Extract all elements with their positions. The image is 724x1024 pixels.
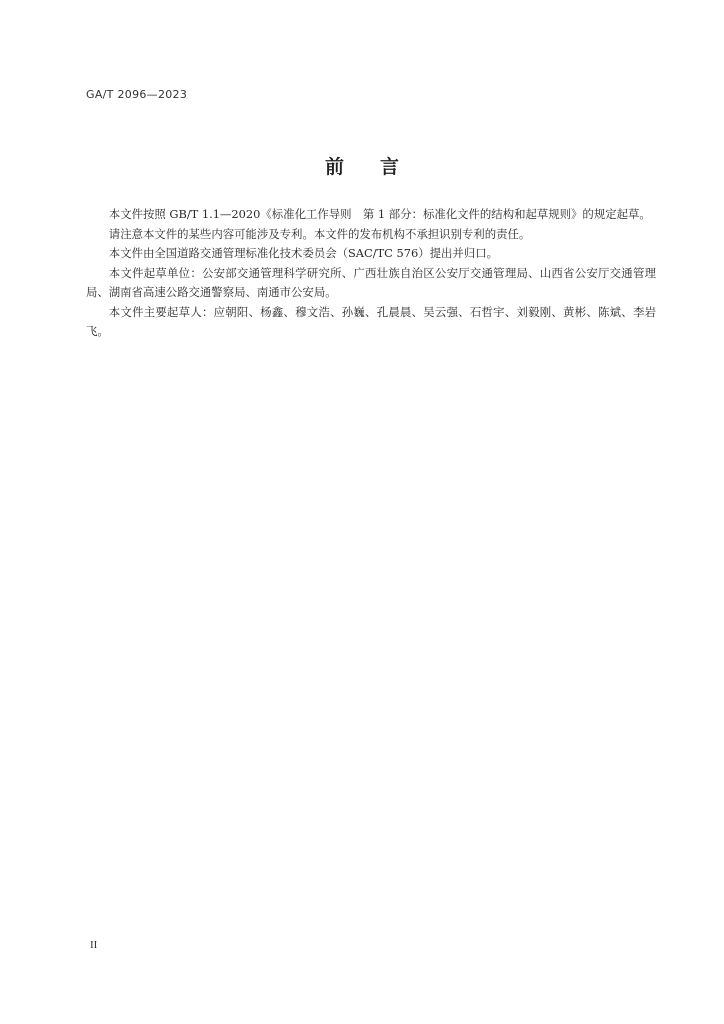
page-title <box>0 152 724 179</box>
standard-code: GA/T 2096—2023 <box>86 88 188 101</box>
preface-body <box>86 205 656 342</box>
title-char-2: 言 <box>380 156 400 178</box>
title-char-1: 前 <box>324 156 344 178</box>
paragraph-proposer: 本文件由全国道路交通管理标准化技术委员会（SAC/TC 576）提出并归口。 <box>108 246 498 260</box>
paragraph-drafting-units: 本文件起草单位：公安部交通管理科学研究所、广西壮族自治区公安厅交通管理局、山西省公安厅交通管理局、湖南省高速公路交通警察局、南通市公安局。 <box>86 265 656 299</box>
paragraph-patent-notice: 请注意本文件的某些内容可能涉及专利。本文件的发布机构不承担识别专利的责任。 <box>108 226 531 241</box>
page-number: II <box>90 939 98 951</box>
paragraph-drafting-rules: 本文件按照 GB/T 1.1—2020《标准化工作导则 第 1 部分：标准化文件的结构和起草规则》的规定起草。 <box>108 207 651 221</box>
paragraph-drafters: 本文件主要起草人：应朝阳、杨鑫、穆文浩、孙巍、孔晨晨、吴云强、石哲宇、刘毅刚、黄彬、陈斌、李岩飞。 <box>86 304 656 338</box>
